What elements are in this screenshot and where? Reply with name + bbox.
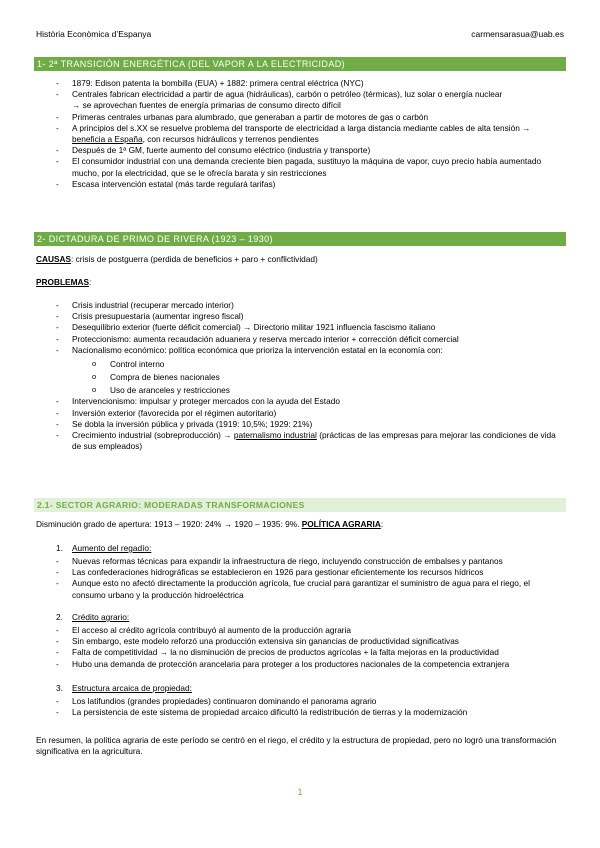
- sub-list: [72, 358, 558, 396]
- list-item: - Inversión exterior (favorecida por el régimen autoritario): [56, 408, 558, 419]
- link-beneficia-espana: beneficia a España: [72, 134, 143, 145]
- list-item: - Nuevas reformas técnicas para expandir la infraestructura de riego, incluyendo construcción de embalses y pantanos: [56, 556, 558, 567]
- header-email: carmensarasua@uab.es: [471, 29, 564, 39]
- problemas-label: PROBLEMAS:: [36, 277, 92, 287]
- list-item: - Las confederaciones hidrográficas se establecieron en 1926 para gestionar eficientemente los recursos hídricos: [56, 567, 558, 578]
- section-2-heading: 2- DICTADURA DE PRIMO DE RIVERA (1923 – 1930): [34, 232, 566, 246]
- list-item: - Crecimiento industrial (sobreproducción) → paternalismo industrial (prácticas de las empresas para mejorar las condiciones de vida de sus empleados): [56, 430, 558, 452]
- group-3-title: 3. Estructura arcaica de propiedad:: [56, 683, 192, 693]
- list-item: - Escasa intervención estatal (más tarde regulará tarifas): [56, 179, 558, 190]
- list-item: - Primeras centrales urbanas para alumbrado, que generaban a partir de motores de gas o carbón: [56, 112, 558, 123]
- list-item: - El acceso al crédito agrícola contribuyó al aumento de la producción agraria: [56, 625, 558, 636]
- section-2-1-heading: 2.1- SECTOR AGRARIO: MODERADAS TRANSFORMACIONES: [34, 498, 566, 512]
- list-item: - Aunque esto no afectó directamente la producción agrícola, fue crucial para garantizar el suministro de agua para el riego, el consumo urbano y la producción hidroeléctrica: [56, 578, 558, 600]
- list-item: - Desequilibrio exterior (fuerte déficit comercial) → Directorio militar 1921 influencia fascismo italiano: [56, 322, 558, 333]
- sub-list-item: o Uso de aranceles y restricciones: [92, 384, 558, 397]
- section-1-list: [56, 78, 558, 190]
- list-item: - A principios del s.XX se resuelve problema del transporte de electricidad a larga distancia mediante cables de alta tensión → beneficia a España, con recursos hidráulicos y terrenos pendientes: [56, 123, 558, 145]
- page-number: 1: [297, 787, 303, 797]
- list-item: - Los latifundios (grandes propiedades) continuaron dominando el panorama agrario: [56, 696, 558, 707]
- group-1-list: [56, 556, 558, 601]
- list-item: - La persistencia de este sistema de propiedad arcaico dificultó la redistribución de tierras y la modernización: [56, 707, 558, 718]
- sub-list-item: o Compra de bienes nacionales: [92, 371, 558, 384]
- list-item: - Se dobla la inversión pública y privada (1919: 10,5%; 1929: 21%): [56, 419, 558, 430]
- list-item: - Nacionalismo económico: política económica que prioriza la intervención estatal en la economía con: o Control interno o Compra de bienes nacionales o Uso de aranceles y restricciones: [56, 345, 558, 397]
- list-item: - Crisis presupuestaria (aumentar ingreso fiscal): [56, 311, 558, 322]
- header-course-title: Història Econòmica d’Espanya: [36, 29, 152, 39]
- group-3-list: [56, 696, 558, 718]
- causas-label: CAUSAS: [36, 254, 72, 264]
- agrario-summary: En resumen, la política agraria de este período se centró en el riego, el crédito y la estructura de propiedad, pero no logró una transformación significativa en la agricultura.: [36, 735, 557, 757]
- section-2-list: [56, 300, 558, 452]
- page-header: [36, 29, 564, 41]
- sub-list-item: o Control interno: [92, 358, 558, 371]
- group-1-title: 1. Aumento del regadío:: [56, 543, 152, 553]
- section-1-heading: 1- 2ª TRANSICIÓN ENERGÉTICA (DEL VAPOR A LA ELECTRICIDAD): [34, 57, 566, 71]
- link-paternalismo: paternalismo industrial: [233, 430, 317, 441]
- list-item: - Falta de competitividad → la no disminución de precios de productos agrícolas + la falta mejoras en la productividad: [56, 647, 558, 658]
- group-2-list: [56, 625, 558, 670]
- list-item: - 1879: Edison patenta la bombilla (EUA) + 1882: primera central eléctrica (NYC): [56, 78, 558, 89]
- list-item: - Después de 1ª GM, fuerte aumento del consumo eléctrico (industria y transporte): [56, 145, 558, 156]
- causas-line: CAUSAS: crisis de postguerra (perdida de beneficios + paro + conflictividad): [36, 254, 318, 264]
- list-item: - Crisis industrial (recuperar mercado interior): [56, 300, 558, 311]
- group-2-title: 2. Crédito agrario:: [56, 612, 130, 622]
- list-item: - Intervencionismo: impulsar y proteger mercados con la ayuda del Estado: [56, 396, 558, 407]
- politica-agraria-label: POLÍTICA AGRARIA: [301, 519, 381, 529]
- list-item: - Hubo una demanda de protección arancelaria para proteger a los productores nacionales de la competencia extranjera: [56, 659, 558, 670]
- agrario-intro: Disminución grado de apertura: 1913 – 1920: 24% → 1920 – 1935: 9%. POLÍTICA AGRARIA:: [36, 519, 384, 529]
- list-item: - Centrales fabrican electricidad a partir de agua (hidráulicas), carbón o petróleo (térmicas), luz solar o energía nuclear → se aprovechan fuentes de energía primarias de consumo directo difícil: [56, 89, 558, 111]
- list-item: - El consumidor industrial con una demanda creciente bien pagada, sustituyo la máquina de vapor, cuyo precio había aumentado mucho, por la electricidad, que se le ofrecía barata y sin restricciones: [56, 156, 558, 178]
- list-item: - Sin embargo, este modelo reforzó una producción extensiva sin ganancias de productividad significativas: [56, 636, 558, 647]
- list-item: - Proteccionismo: aumenta recaudación aduanera y reserva mercado interior + corrección déficit comercial: [56, 334, 558, 345]
